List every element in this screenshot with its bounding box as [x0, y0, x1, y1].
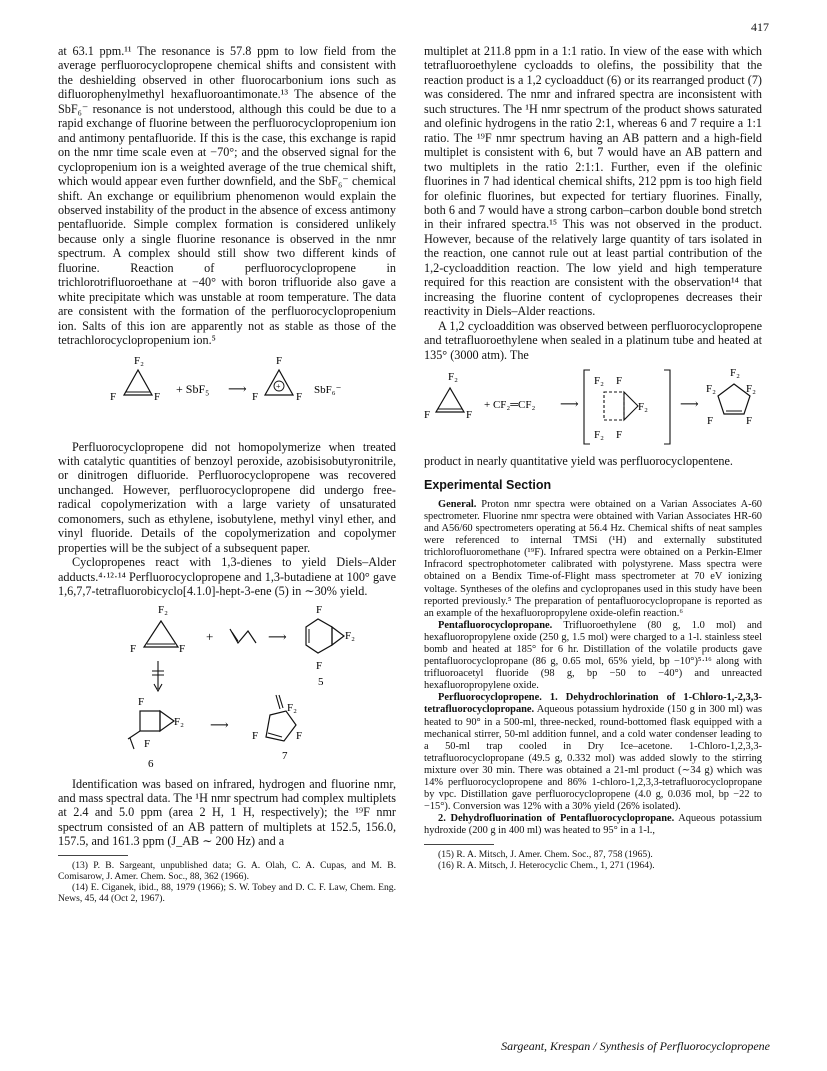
s2-label-7: 7 — [282, 749, 288, 762]
s1-f-right: F — [154, 390, 161, 403]
s3-arrow: ⟶ — [560, 395, 579, 411]
pentafluoro-text: Trifluoroethylene (80 g, 1.0 mol) and hexafluoropropylene oxide (250 g, 1.5 mol) were charged to a 1-l. stainless steel bomb and heated at 185° for 6 hr. Distillation of the volatile products gave pentafluorocyclopropane (86 g, 0.65 mol, 65% yield, bp −10°)⁵·¹⁶ along with trifluoroacetyl fluoride (98 g, bp −50 to −40°) and unreacted hexafluoropropylene oxide. — [424, 619, 762, 692]
dehydrofluorination-paragraph — [424, 813, 762, 837]
s1-prod-f-right: F — [296, 390, 303, 403]
right-paragraph-2: A 1,2 cycloaddition was observed between perfluorocyclopropene and tetrafluoroethylene when sealed in a platinum tube and heated at 135° (3000 atm). The — [424, 318, 762, 362]
general-label: General. — [438, 498, 477, 510]
s1-prod-f-top: F — [276, 354, 283, 367]
footnote-16: (16) R. A. Mitsch, J. Heterocyclic Chem., 1, 271 (1964). — [438, 859, 655, 871]
pentafluoro-label: Pentafluorocyclopropane. — [438, 619, 553, 631]
perfluoro-text: Aqueous potassium hydroxide (150 g in 300 ml) was heated to 90° in a 500-ml, three-necked, round-bottomed flask equipped with a mechanical stirrer, 50-ml addition funnel, and a cold water condenser leading to a 50-ml trap cooled in Dry Ice–acetone. 1-Chloro-1,2,3,3-tetrafluorocyclopropane (49.5 g, 0.332 mol) was added slowly to the stirring mixture over 30 min. There was obtained a 21-ml product (∼34 g) which was 14% perfluorocyclopropene and 86% 1-chloro-1,2,3,3-tetrafluorocyclopropane by vpc. Distillation gave perfluorocyclopropene (4.0 g, 0.036 mol, bp −22 to −15°). Conversion was 12% with a 30% yield (26% isolated). — [424, 704, 762, 813]
footnote-13: (13) P. B. Sargeant, unpublished data; G. A. Olah, C. A. Cupas, and M. B. Comisarow, J. Amer. Chem. Soc., 88, 362 (1966). — [58, 859, 396, 882]
s2-p7-f2: F₂ — [287, 701, 297, 714]
page-number: 417 — [751, 20, 769, 34]
general-paragraph — [424, 499, 762, 620]
s2-p7-f-right: F — [296, 729, 303, 742]
s1-prod-f-left: F — [252, 390, 259, 403]
s2-p6-f2: F₂ — [174, 715, 184, 728]
s3-p-f2-top: F₂ — [730, 366, 740, 379]
s2-label-5: 5 — [318, 675, 324, 688]
experimental-heading: Experimental Section — [424, 478, 552, 493]
s3-f-left: F — [424, 408, 431, 421]
s3-arrow-2: ⟶ — [680, 395, 699, 411]
s1-charge: + — [276, 381, 281, 391]
scheme-cycloaddition — [424, 362, 762, 454]
s3-p-f2-right: F₂ — [746, 382, 756, 395]
s3-ts-f-bottom: F — [616, 428, 623, 441]
s3-ts-f2-top: F₂ — [594, 374, 604, 387]
s1-counterion: SbF₆⁻ — [314, 383, 342, 396]
s3-f2-label: F₂ — [448, 370, 458, 383]
right-column — [424, 44, 762, 871]
s3-ts-f2-right: F₂ — [638, 400, 648, 413]
pentafluoro-paragraph — [424, 620, 762, 693]
s1-reagent: + SbF₅ — [176, 381, 210, 396]
running-footer: Sargeant, Krespan / Synthesis of Perfluorocyclopropene — [501, 1039, 770, 1053]
perfluoro-paragraph — [424, 692, 762, 813]
footnote-15: (15) R. A. Mitsch, J. Amer. Chem. Soc., 87, 758 (1965). — [438, 848, 653, 860]
s2-plus: + — [206, 628, 214, 644]
s3-reagent: + CF₂═CF₂ — [484, 398, 536, 411]
left-paragraph-3: Cyclopropenes react with 1,3-dienes to yield Diels–Alder adducts.⁴·¹²·¹⁴ Perfluorocyclopropene and 1,3-butadiene at 100° gave 1,6,7,7-tetrafluorobicyclo[4.1.0]-hept-3-ene (5) in ∼30% yield. — [58, 555, 396, 599]
scheme-cyclopropenium — [58, 348, 396, 440]
left-paragraph-4: Identification was based on infrared, hydrogen and fluorine nmr, and mass spectral data. The ¹H nmr spectrum had complex multiplets at 2.4 and 5.0 ppm (area 2 H, 1 H, respectively); the ¹⁹F nmr spectrum consisted of an AB pattern of multiplets at 152.5, 156.0, 157.5, and 161.3 ppm (J_AB ∼ 200 Hz) and a — [58, 776, 396, 849]
s2-p5-f-top: F — [316, 603, 323, 616]
s3-ts-f2-bottom: F₂ — [594, 428, 604, 441]
scheme-diels-alder — [58, 599, 396, 777]
s2-p5-f2: F₂ — [345, 629, 355, 642]
dehydrofluorination-label: 2. Dehydrofluorination of Pentafluorocyclopropane. — [438, 813, 675, 825]
perfluoro-label: Perfluorocyclopropene. 1. Dehydrochlorination of 1-Chloro-1,-2,3,3-tetrafluorocyclopropane. — [424, 692, 762, 716]
s3-f-right: F — [466, 408, 473, 421]
footnote-rule — [58, 855, 128, 856]
s2-p6-f-bottom: F — [144, 737, 151, 750]
right-paragraph-3: product in nearly quantitative yield was perfluorocyclopentene. — [424, 453, 733, 468]
s1-arrow: ⟶ — [228, 380, 247, 396]
s1-f-left: F — [110, 390, 117, 403]
s2-f-left: F — [130, 642, 137, 655]
s3-p-f2-left: F₂ — [706, 382, 716, 395]
s3-p-f-right: F — [746, 414, 753, 427]
s2-arrow-2: ⟶ — [210, 716, 229, 732]
s2-label-6: 6 — [148, 757, 154, 770]
general-text: Proton nmr spectra were obtained on a Varian Associates A-60 spectrometer. Fluorine nmr spectra were obtained with Varian Associates HR-60 and A56/60 spectrometers operating at 56.4 Hz. Chemical shifts of neat samples were referenced to internal TMSi (¹H) and externally substituted trichlorofluoromethane (¹⁹F). Infrared spectra were obtained on a Perkin-Elmer Infracord spectrophotometer calibrated with polystyrene. Mass spectra were obtained on a Bendix Time-of-Flight mass spectrometer at 70 eV ionizing voltage. Syntheses of the olefins and cyclopropanes used in this study have been reported previously.⁵ The preparation of pentafluorocyclopropane is reported as an example of the hexafluoropropylene oxide-olefin reaction.⁶ — [424, 498, 762, 619]
s3-p-f-left: F — [707, 414, 714, 427]
s2-arrow: ⟶ — [268, 628, 287, 644]
left-column — [58, 44, 396, 905]
s2-p5-f-bottom: F — [316, 659, 323, 672]
right-paragraph-1: multiplet at 211.8 ppm in a 1:1 ratio. In view of the ease with which tetrafluoroethylene cycloadds to olefins, the possibility that the reaction product is a 1,2 cycloadduct (6) or its rearranged product (7) was considered. The nmr and infrared spectra are inconsistent with such structures. The ¹H nmr spectrum of the product shows saturated and olefinic hydrogens in the ratio 2:1, whereas 6 and 7 require a 1:1 ratio. The ¹⁹F nmr spectrum having an AB pattern and a high-field multiplet is consistent with 6, but 7 would have an AB pattern and two multiplets in the ratio 2:1:1. Further, even if the olefinic fluorines in 7 had identical chemical shifts, 212 ppm is too high field for olefinic fluorines, but expected for tertiary fluorines. Finally, both 6 and 7 would have a strong carbon–carbon double bond stretch in their infrared spectra.¹⁵ This was not observed in the product. However, because of the relatively large quantity of tars isolated in the reaction, one cannot rule out at least partial contribution of the 1,2-cycloaddition reaction. The low yield and high temperature required for this reaction are consistent with the observation¹⁴ that increasing the fluorine content of cyclopropenes decreases their reactivity in Diels–Alder reactions. — [424, 44, 762, 319]
dehydrofluorination-text: Aqueous potassium hydroxide (200 g in 400 ml) was heated to 95° in a 1-l., — [424, 813, 763, 837]
left-paragraph-2: Perfluorocyclopropene did not homopolymerize when treated with catalytic quantities of benzoyl peroxide, azobisisobutyronitrile, or dinitrogen difluoride. Perfluorocyclopropene was recovered unchanged. However, perfluorocyclopropene did undergo free-radical copolymerization with a large variety of unsaturated comonomers, such as ethylene, isobutylene, methyl vinyl ether, and vinyl fluoride. Details of the copolymerization and copolymer properties will be the subject of a subsequent paper. — [58, 439, 396, 555]
left-paragraph-1: at 63.1 ppm.¹¹ The resonance is 57.8 ppm to low field from the average perfluorocyclopropene chemical shifts and consistent with the deshielding observed in other fluorocarbonium ions such as difluorophenylmethyl hexafluoroantimonate.¹³ The absence of the SbF₆⁻ resonance is not understood, although this could be due to a rapid exchange of fluorine between the perfluorocyclopropenium ion and antimony pentafluoride. If this is the case, this exchange is rapid on the nmr time scale even at −70°; and the observed signal for the cyclopropenium ion is a weighted average of the true chemical shift, which would appear even further downfield, and the SbF₆⁻ chemical shift. An exchange or equilibrium phenomenon would explain the observed instability of the product in the absence of excess antimony pentafluoride. Simple complex formation is considered unlikely because only a single fluorine resonance is observed in the nmr spectrum. A complex should still show two different kinds of fluorine. Reaction of perfluorocyclopropene in trichlorotrifluoroethane at −40° with boron trifluoride also gave a white precipitate which was unstable at room temperature. The data are consistent with the formation of the perfluorocyclopropenium ion. Salts of this ion are apparently not as stable as those of the tetrachlorocyclopropenium ion.⁵ — [58, 44, 396, 348]
s2-f-right: F — [179, 642, 186, 655]
s3-ts-f-top: F — [616, 374, 623, 387]
s2-p6-f-top: F — [138, 695, 145, 708]
s2-f2-label: F₂ — [158, 603, 168, 616]
s1-f2-label: F₂ — [134, 354, 144, 367]
s2-p7-f-left: F — [252, 729, 259, 742]
footnote-rule-right — [424, 844, 494, 845]
footnote-14: (14) E. Ciganek, ibid., 88, 1979 (1966); S. W. Tobey and D. C. F. Law, Chem. Eng. News, 45, 44 (Oct 2, 1967). — [58, 882, 396, 905]
